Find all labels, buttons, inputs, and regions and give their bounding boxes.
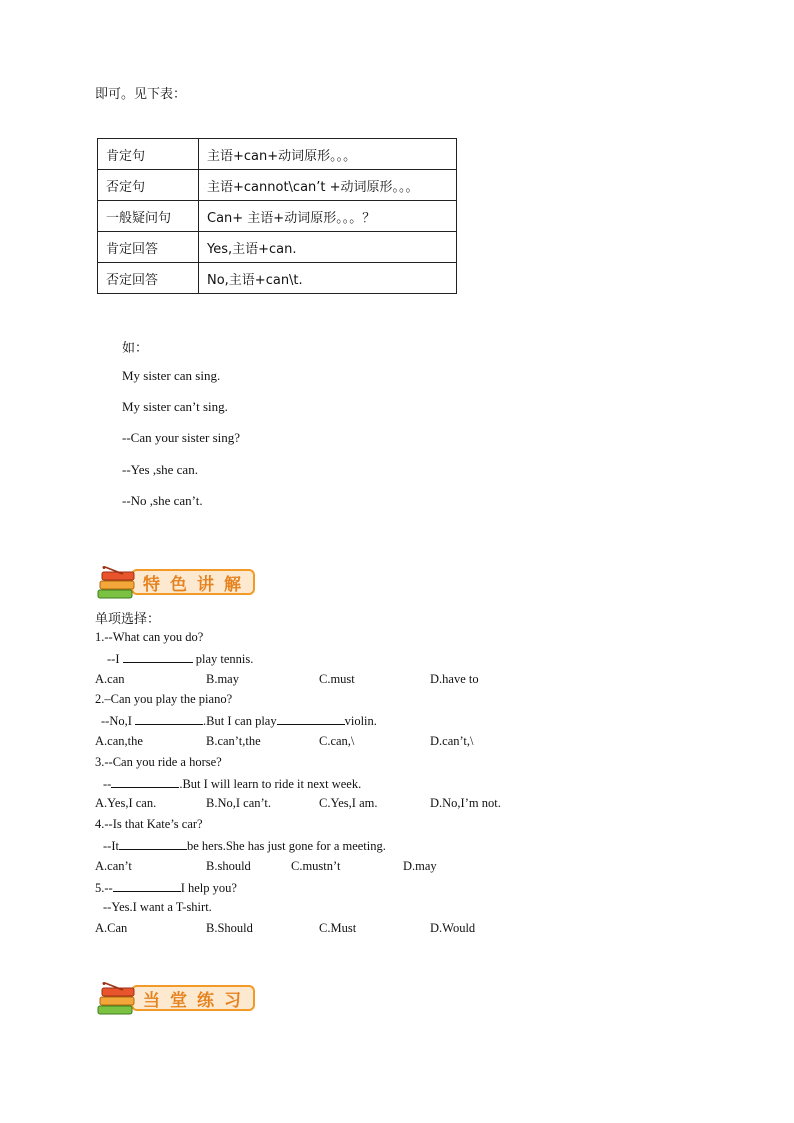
example-line: My sister can sing. (122, 368, 221, 383)
option-b: B.can’t,the (206, 734, 261, 748)
table-row (98, 170, 457, 201)
option-d: D.No,I’m not. (430, 796, 501, 810)
blank[interactable] (135, 713, 203, 725)
option-a: A.can,the (95, 734, 143, 748)
example-line: My sister can’t sing. (122, 399, 228, 414)
table-row (98, 263, 457, 294)
answer-line-5: --Yes.I want a T-shirt. (103, 900, 212, 914)
banner-label: 特色讲解 (131, 569, 255, 595)
section-title: 单项选择： (95, 612, 161, 627)
option-b: B.should (206, 859, 251, 873)
table-cell: 否定回答 (98, 263, 199, 294)
answer-suffix: violin. (344, 714, 377, 728)
grammar-table (97, 138, 457, 294)
banner-label: 当堂练习 (131, 985, 255, 1011)
option-b: B.may (206, 672, 239, 686)
table-cell: Can+ 主语+动词原形。。。？ (199, 201, 457, 232)
table-row (98, 139, 457, 170)
answer-line-1 (107, 651, 253, 667)
option-b: B.Should (206, 921, 253, 935)
option-a: A.can (95, 672, 125, 686)
blank[interactable] (111, 776, 179, 788)
table-cell: 否定句 (98, 170, 199, 201)
section-banner-practice (95, 981, 259, 1019)
question-2: 2.–Can you play the piano? (95, 692, 233, 706)
table-row (98, 232, 457, 263)
table-cell: 肯定回答 (98, 232, 199, 263)
option-a: A.can’t (95, 859, 132, 873)
blank[interactable] (277, 713, 345, 725)
section-banner-features (95, 565, 259, 603)
table-cell: Yes,主语+can. (199, 232, 457, 263)
table-cell: 肯定句 (98, 139, 199, 170)
table-cell: 主语+cannot\can’t +动词原形。。。 (199, 170, 457, 201)
example-line: --Yes ,she can. (122, 462, 198, 477)
answer-prefix: --No,I (101, 714, 136, 728)
example-line: --No ,she can’t. (122, 493, 203, 508)
blank[interactable] (119, 838, 187, 850)
option-a: A.Can (95, 921, 128, 935)
answer-suffix: .But I will learn to ride it next week. (179, 777, 362, 791)
answer-suffix: be hers.She has just gone for a meeting. (186, 839, 386, 853)
option-c: C.Must (319, 921, 357, 935)
table-row (98, 201, 457, 232)
answer-prefix: --It (103, 839, 119, 853)
answer-prefix: -- (103, 777, 112, 791)
answer-line-4 (103, 838, 386, 854)
question-1: 1.--What can you do? (95, 630, 204, 644)
table-cell: No,主语+can\t. (199, 263, 457, 294)
option-c: C.can,\ (319, 734, 355, 748)
books-icon (95, 565, 143, 603)
answer-middle: .But I can play (203, 714, 277, 728)
option-d: D.Would (430, 921, 476, 935)
example-line: --Can your sister sing? (122, 430, 241, 445)
table-cell: 一般疑问句 (98, 201, 199, 232)
option-d: D.can’t,\ (430, 734, 474, 748)
answer-prefix: --I (107, 652, 123, 666)
intro-line: 即可。见下表： (95, 87, 187, 102)
option-d: D.may (403, 859, 437, 873)
books-icon (95, 981, 143, 1019)
question-5 (95, 880, 237, 896)
answer-line-2 (101, 713, 377, 729)
option-d: D.have to (430, 672, 479, 686)
answer-suffix: play tennis. (192, 652, 254, 666)
table-cell: 主语+can+动词原形。。。 (199, 139, 457, 170)
example-label: 如： (122, 341, 149, 356)
option-c: C.must (319, 672, 355, 686)
question-suffix: I help you? (180, 881, 237, 895)
option-c: C.Yes,I am. (319, 796, 378, 810)
option-b: B.No,I can’t. (206, 796, 272, 810)
blank[interactable] (113, 880, 181, 892)
question-prefix: 5.-- (95, 881, 113, 895)
question-4: 4.--Is that Kate’s car? (95, 817, 203, 831)
option-c: C.mustn’t (291, 859, 341, 873)
answer-line-3 (103, 776, 361, 792)
blank[interactable] (123, 651, 193, 663)
option-a: A.Yes,I can. (95, 796, 157, 810)
question-3: 3.--Can you ride a horse? (95, 755, 222, 769)
